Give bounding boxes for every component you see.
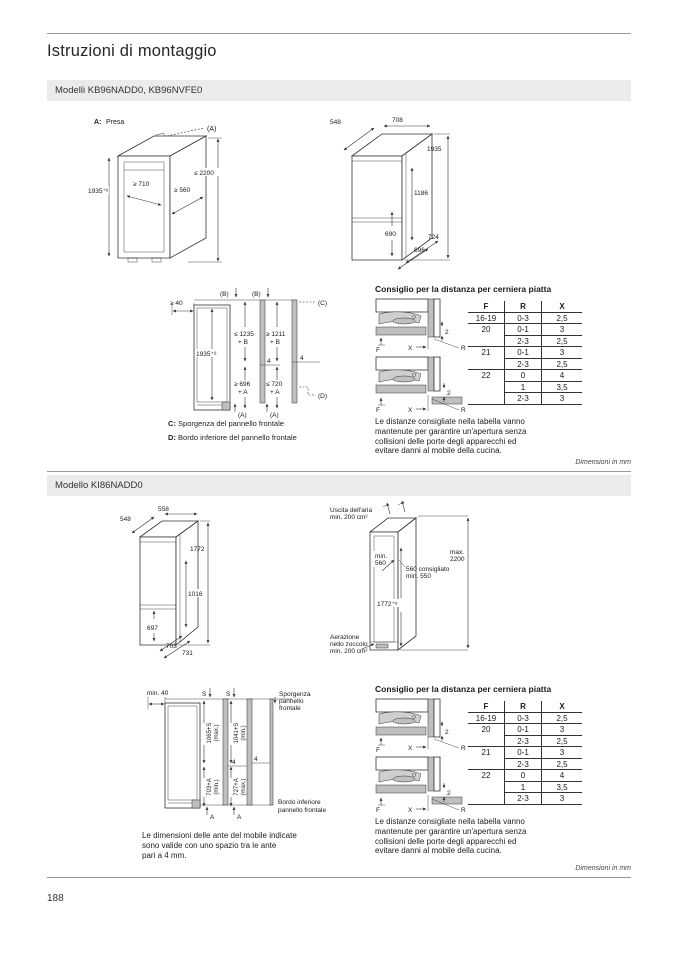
cell-f <box>468 758 505 770</box>
caption-c <box>168 419 284 428</box>
max-label-1: max. <box>450 549 465 556</box>
cell-r: 0-1 <box>505 347 542 359</box>
cell-f: 20 <box>481 325 491 335</box>
cell-r: 2-3 <box>505 358 542 370</box>
gap2-label: 2 <box>445 729 449 736</box>
x-label: X <box>408 745 413 752</box>
f-label: F <box>376 407 380 414</box>
table-row <box>468 781 582 793</box>
hinge-advice-title-2: Consiglio per la distanza per cerniera piatta <box>375 684 552 694</box>
figure-appliance-kb96 <box>328 106 468 272</box>
dim-1041S: 1041+S <box>234 722 240 744</box>
section-header-label: Modelli KB96NADD0, KB96NVFE0 <box>55 85 203 96</box>
caption-line: pari a 4 mm. <box>142 850 187 860</box>
gap1-label: 4 <box>232 759 236 766</box>
dim-696: 696 <box>414 247 425 254</box>
cell-x: 3 <box>542 747 583 759</box>
x-label: X <box>408 407 413 414</box>
front-panel <box>376 385 426 393</box>
bottom-rule <box>47 877 631 878</box>
dim-lr1: ≤ 720 <box>266 381 283 388</box>
figure-niche-ki86 <box>328 498 478 668</box>
dim-height: 1935⁺⁸ <box>88 188 109 195</box>
front-panel <box>376 727 426 735</box>
cell-f <box>468 793 505 805</box>
dim-height: 1935⁺⁸ <box>196 351 217 358</box>
cell-x: 2,5 <box>542 735 583 747</box>
cell-f <box>468 781 505 793</box>
dim-548: 548 <box>120 516 131 523</box>
x-label: X <box>408 807 413 814</box>
bordo-label-2: pannello frontale <box>278 807 327 814</box>
cell-x: 3 <box>542 347 583 359</box>
note-line: Le distanze consigliate nella tabella vanno <box>375 817 525 826</box>
hinge-table-1 <box>468 301 582 405</box>
cell-x: 3 <box>542 793 583 805</box>
dim-708: 708 <box>392 117 403 124</box>
page-title: Istruzioni di montaggio <box>47 42 217 60</box>
gap2-label: 2 <box>447 790 451 797</box>
table-row <box>468 724 582 736</box>
c-ref-label: (C) <box>318 300 328 307</box>
r-label: R <box>461 745 466 752</box>
table-row <box>468 381 582 393</box>
dimensions-note-1: Dimensioni in mm <box>575 459 631 466</box>
col-r: R <box>505 301 542 312</box>
b2-label: (B) <box>252 291 261 298</box>
dim-total-height: ≤ 2200 <box>194 170 214 177</box>
col-x: X <box>542 701 583 712</box>
cell-r: 0 <box>505 770 542 782</box>
cell-x: 4 <box>542 370 583 382</box>
d-ref-label: (D) <box>318 393 328 400</box>
r-label: R <box>461 407 466 414</box>
r-label: R <box>461 807 466 814</box>
dim-inner-width: ≥ 710 <box>133 181 150 188</box>
dim-height: 1772⁺⁸ <box>377 601 398 608</box>
hinge-diagram-1a <box>374 297 472 355</box>
hinge-table-header <box>468 701 582 712</box>
a1-label: (A) <box>238 412 247 419</box>
caption-d-text: Bordo inferiore del pannello frontale <box>178 433 297 442</box>
cell-x: 2,5 <box>542 358 583 370</box>
dim-ll2: + A <box>238 389 248 396</box>
panel-bar-2 <box>292 300 297 403</box>
caption-c-key: C: <box>168 419 176 428</box>
presa-label: Presa <box>106 119 125 126</box>
sporgenza-label-2: pannello <box>279 698 304 705</box>
dim-1065S-q: (max.) <box>214 724 220 742</box>
niche-box <box>370 518 416 650</box>
cell-f <box>468 735 505 747</box>
cell-r: 2-3 <box>505 758 542 770</box>
dim-703A: 703+A <box>207 778 213 796</box>
socket-leader <box>167 128 204 136</box>
min560-label-2: 560 <box>375 560 386 567</box>
cell-x: 2,5 <box>542 758 583 770</box>
x-label: X <box>408 345 413 352</box>
cell-r: 1 <box>505 781 542 793</box>
a-ref-label: (A) <box>207 126 217 133</box>
table-row <box>468 770 582 782</box>
s2-label: S <box>226 691 231 698</box>
dim-697: 697 <box>147 625 158 632</box>
note-line: Le distanze consigliate nella tabella vanno <box>375 417 525 426</box>
note-line: collisioni delle porte degli apparecchi ed <box>375 836 517 846</box>
b1-label: (B) <box>220 291 229 298</box>
hinge-diagram-2b <box>374 755 472 817</box>
cell-x: 4 <box>542 770 583 782</box>
caption-line: Le dimensioni delle ante del mobile indicate <box>142 831 297 840</box>
panel-bar-3 <box>270 699 273 805</box>
a2-label: A <box>237 814 242 821</box>
hinge-table-header <box>468 301 582 312</box>
gap1-label: 4 <box>267 358 271 365</box>
r-label: R <box>461 345 466 352</box>
cell-r: 1 <box>505 381 542 393</box>
table-row <box>468 747 582 759</box>
caption-line: sono valide con uno spazio tra le ante <box>142 840 277 850</box>
cell-x: 3,5 <box>542 781 583 793</box>
section-header-kb96 <box>47 80 631 101</box>
consigliato-label-1: 560 consigliato <box>406 566 450 573</box>
cell-f <box>468 358 505 370</box>
dim-727A-q: (max.) <box>241 778 247 796</box>
dim-1041S-q: (min.) <box>241 725 247 741</box>
side-panel <box>428 699 434 737</box>
dimensions-note-2: Dimensioni in mm <box>575 865 631 872</box>
plinth-vent <box>376 644 388 648</box>
panel-bar-1 <box>223 699 228 805</box>
dim-wall-gap: ≥ 40 <box>170 300 183 307</box>
cell-f: 22 <box>481 371 491 381</box>
air-out-label-1: Uscita dell'aria <box>330 507 373 514</box>
dim-1935: 1935 <box>427 146 442 153</box>
section-divider-1 <box>47 471 631 472</box>
table-row <box>468 335 582 347</box>
page-number: 188 <box>47 893 64 904</box>
note-line: mantenute per garantire un'apertura senza <box>375 426 527 436</box>
cell-r: 0-1 <box>505 747 542 759</box>
table-row <box>468 324 582 336</box>
table-row <box>468 735 582 747</box>
cell-r: 2-3 <box>505 793 542 805</box>
figure-panels-ki86 <box>142 683 334 823</box>
cell-r: 0-1 <box>505 724 542 736</box>
a1-label: A <box>210 814 215 821</box>
dim-ul1: ≤ 1235 <box>234 331 254 338</box>
note-line: mantenute per garantire un'apertura senza <box>375 826 527 836</box>
table-row <box>468 347 582 359</box>
top-rule <box>47 33 631 34</box>
cell-x: 3 <box>542 324 583 336</box>
dim-1065S: 1065+S <box>207 722 213 744</box>
cell-r: 0 <box>505 370 542 382</box>
caption-c-text: Sporgenza del pannello frontale <box>178 419 284 428</box>
niche-box <box>118 136 206 262</box>
aerazione-label-3: min. 200 cm² <box>330 648 368 655</box>
dim-548: 548 <box>330 119 341 126</box>
dim-690: 690 <box>385 231 396 238</box>
cell-x: 2,5 <box>542 312 583 324</box>
figure-panels-kb96 <box>168 285 348 419</box>
hinge-diagram-2a <box>374 697 472 755</box>
col-f: F <box>468 301 505 312</box>
dim-703A-q: (min.) <box>214 779 220 795</box>
sporgenza-label-3: frontale <box>279 705 301 712</box>
dim-703: 703 <box>166 643 177 650</box>
table-row <box>468 793 582 805</box>
table-row <box>468 393 582 405</box>
front-panel <box>376 327 426 335</box>
hinge-note-1 <box>375 417 595 456</box>
col-r: R <box>505 701 542 712</box>
note-line: evitare danni al mobile della cucina. <box>375 446 502 456</box>
cell-f <box>468 335 505 347</box>
presa-key-label: A: <box>94 119 102 126</box>
dim-727A: 727+A <box>234 778 240 796</box>
dim-1016: 1016 <box>188 591 203 598</box>
cell-x: 3 <box>542 393 583 405</box>
f-label: F <box>376 347 380 354</box>
dim-558: 558 <box>158 506 169 513</box>
hinge-table-2 <box>468 701 582 805</box>
dim-depth: ≥ 560 <box>174 187 191 194</box>
cell-x: 3 <box>542 724 583 736</box>
cabinet-outline <box>165 703 200 808</box>
gap2-label: 2 <box>447 390 451 397</box>
note-line: collisioni delle porte degli apparecchi ed <box>375 436 517 446</box>
dim-ll1: ≥ 696 <box>234 381 251 388</box>
panel-bar-2 <box>247 699 252 805</box>
col-f: F <box>468 701 505 712</box>
figure-appliance-ki86 <box>118 505 243 663</box>
dim-wall-gap: min. 40 <box>147 690 169 697</box>
col-x: X <box>542 301 583 312</box>
table-row <box>468 312 582 324</box>
hinge-diagram-1b <box>374 355 472 417</box>
consigliato-label-2: min. 550 <box>406 573 431 580</box>
table-row <box>468 758 582 770</box>
section-header-label: Modello KI86NADD0 <box>55 480 143 491</box>
min560-label-1: min. <box>375 553 388 560</box>
caption-d-key: D: <box>168 433 176 442</box>
panel-bar-1 <box>260 300 265 403</box>
cell-r: 0-1 <box>505 324 542 336</box>
table-row <box>468 712 582 724</box>
hinge-advice-title: Consiglio per la distanza per cerniera piatta <box>375 284 552 294</box>
dim-ur1: ≥ 1211 <box>266 331 286 338</box>
note-line: evitare danni al mobile della cucina. <box>375 846 502 856</box>
cell-x: 3,5 <box>542 381 583 393</box>
max-label-2: 2200 <box>450 556 465 563</box>
air-out-label-2: min. 200 cm² <box>330 514 368 521</box>
table-row <box>468 370 582 382</box>
cell-x: 2,5 <box>542 712 583 724</box>
figure-niche-kb96 <box>88 112 240 272</box>
cell-f: 22 <box>481 771 491 781</box>
dim-724: 724 <box>428 234 439 241</box>
aerazione-label-1: Aerazione <box>330 634 360 641</box>
dim-1772: 1772 <box>190 546 205 553</box>
cell-f <box>468 381 505 393</box>
gap2-label: 2 <box>445 329 449 336</box>
gap2-label: 4 <box>300 355 304 362</box>
cell-f: 16-19 <box>468 712 505 724</box>
cell-f: 16-19 <box>468 312 505 324</box>
caption-d <box>168 433 297 442</box>
cell-r: 0-3 <box>505 312 542 324</box>
cell-f: 20 <box>481 725 491 735</box>
dim-lr2: + A <box>270 389 280 396</box>
dim-731: 731 <box>182 650 193 657</box>
cell-r: 2-3 <box>505 335 542 347</box>
a2-label: (A) <box>270 412 279 419</box>
f-label: F <box>376 807 380 814</box>
cell-r: 2-3 <box>505 393 542 405</box>
dim-ul2: + B <box>238 339 248 346</box>
section-header-ki86 <box>47 475 631 496</box>
cell-r: 0-3 <box>505 712 542 724</box>
bordo-label-1: Bordo inferiore <box>278 799 321 806</box>
gap2-label: 4 <box>254 756 258 763</box>
front-panel <box>376 785 426 793</box>
dim-ur2: + B <box>270 339 280 346</box>
hinge-note-2 <box>375 817 595 856</box>
offset-panel <box>432 797 462 804</box>
sporgenza-label-1: Sporgenza <box>279 691 311 698</box>
door-size-caption <box>142 831 367 860</box>
side-panel <box>428 757 434 791</box>
table-row <box>468 358 582 370</box>
offset-panel <box>432 397 462 404</box>
s1-label: S <box>202 691 207 698</box>
side-panel <box>428 299 434 337</box>
cell-f: 21 <box>481 348 491 358</box>
dim-1186: 1186 <box>414 190 428 197</box>
cell-f: 21 <box>481 748 491 758</box>
cell-x: 2,5 <box>542 335 583 347</box>
cell-r: 2-3 <box>505 735 542 747</box>
f-label: F <box>376 747 380 754</box>
aerazione-label-2: nello zoccolo <box>330 641 368 648</box>
side-panel <box>428 357 434 391</box>
cell-f <box>468 393 505 405</box>
